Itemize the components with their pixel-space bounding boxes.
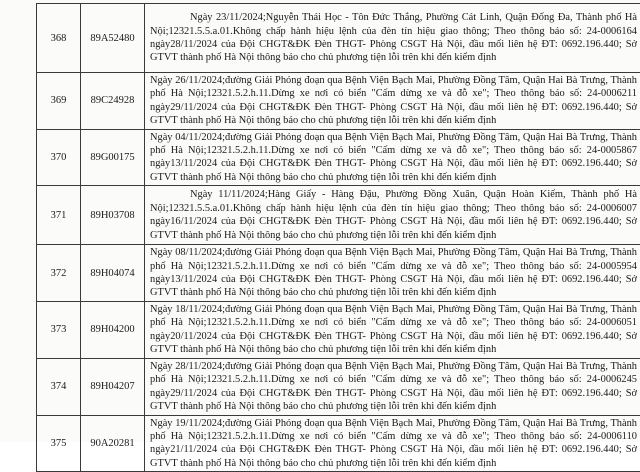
violation-text: Ngày 11/11/2024;Hàng Giấy - Hàng Đậu, Phường Đồng Xuân, Quận Hoàn Kiếm, Thành phố Hà Nội;12321.5.5.a.01.Không chấp hành hiệu lệnh của đèn tín hiệu giao thông; Theo thông báo số: 24-0006007 ngày16/11/2024 của Đội CHGT&ĐK Đèn THGT- Phòng CSGT Hà Nội, đầu mối liên hệ ĐT: 0692.196.440; Sở GTVT thành phố Hà Nội thông báo cho chủ phương tiện lỗi trên khi đến kiểm định bbox=[150, 188, 637, 242]
table-row bbox=[37, 73, 640, 130]
license-plate: 89H04074 bbox=[81, 245, 145, 302]
license-plate: 89H04200 bbox=[81, 301, 145, 358]
table-row bbox=[37, 245, 640, 302]
license-plate: 90A20281 bbox=[81, 415, 145, 472]
violation-description bbox=[145, 415, 640, 472]
violation-text: Ngày 23/11/2024;Nguyễn Thái Học - Tôn Đức Thắng, Phường Cát Linh, Quận Đống Đa, Thành phố Hà Nội;12321.5.5.a.01.Không chấp hành hiệu lệnh của đèn tín hiệu giao thông; Theo thông báo số: 24-0006164 ngày28/11/2024 của Đội CHGT&ĐK Đèn THGT- Phòng CSGT Hà Nội, đầu mối liên hệ ĐT: 0692.196.440; Sở GTVT thành phố Hà Nội thông báo cho chủ phương tiện lỗi trên khi đến kiểm định bbox=[150, 11, 637, 65]
violation-text: Ngày 19/11/2024;đường Giải Phóng đoạn qua Bệnh Viện Bạch Mai, Phường Đồng Tâm, Quận Hai Bà Trưng, Thành phố Hà Nội;12321.5.2.h.11.Dừng xe nơi có biển "Cấm dừng xe và đỗ xe"; Theo thông báo số: 24-0006110 ngày21/11/2024 của Đội CHGT&ĐK Đèn THGT- Phòng CSGT Hà Nội, đầu mối liên hệ ĐT: 0692.196.440; Sở GTVT thành phố Hà Nội thông báo cho chủ phương tiện lỗi trên khi đến kiểm định bbox=[150, 417, 637, 471]
license-plate: 89C24928 bbox=[81, 73, 145, 130]
violation-description bbox=[145, 186, 640, 245]
row-number: 373 bbox=[37, 301, 81, 358]
violations-table bbox=[36, 3, 640, 472]
table-row bbox=[37, 358, 640, 415]
violation-description bbox=[145, 301, 640, 358]
row-number: 375 bbox=[37, 415, 81, 472]
table-row bbox=[37, 415, 640, 472]
table-row bbox=[37, 4, 640, 73]
violation-description bbox=[145, 4, 640, 73]
violation-text: Ngày 04/11/2024;đường Giải Phóng đoạn qua Bệnh Viện Bạch Mai, Phường Đồng Tâm, Quận Hai Bà Trưng, Thành phố Hà Nội;12321.5.2.h.11.Dừng xe nơi có biển "Cấm dừng xe và đỗ xe"; Theo thông báo số: 24-0005867 ngày13/11/2024 của Đội CHGT&ĐK Đèn THGT- Phòng CSGT Hà Nội, đầu mối liên hệ ĐT: 0692.196.440; Sở GTVT thành phố Hà Nội thông báo cho chủ phương tiện lỗi trên khi đến kiểm định bbox=[150, 131, 637, 185]
table-row bbox=[37, 129, 640, 186]
license-plate: 89A52480 bbox=[81, 4, 145, 73]
row-number: 368 bbox=[37, 4, 81, 73]
violation-text: Ngày 28/11/2024;đường Giải Phóng đoạn qua Bệnh Viện Bạch Mai, Phường Đồng Tâm, Quận Hai Bà Trưng, Thành phố Hà Nội;12321.5.2.h.11.Dừng xe nơi có biển "Cấm dừng xe và đỗ xe"; Theo thông báo số: 24-0006245 ngày29/11/2024 của Đội CHGT&ĐK Đèn THGT- Phòng CSGT Hà Nội, đầu mối liên hệ ĐT: 0692.196.440; Sở GTVT thành phố Hà Nội thông báo cho chủ phương tiện lỗi trên khi đến kiểm định bbox=[150, 360, 637, 414]
row-number: 372 bbox=[37, 245, 81, 302]
license-plate: 89G00175 bbox=[81, 129, 145, 186]
row-number: 374 bbox=[37, 358, 81, 415]
license-plate: 89H04207 bbox=[81, 358, 145, 415]
violation-text: Ngày 08/11/2024;đường Giải Phóng đoạn qua Bệnh Viện Bạch Mai, Phường Đồng Tâm, Quận Hai Bà Trưng, Thành phố Hà Nội;12321.5.2.h.11.Dừng xe nơi có biển "Cấm dừng xe và đỗ xe"; Theo thông báo số: 24-0005954 ngày13/11/2024 của Đội CHGT&ĐK Đèn THGT- Phòng CSGT Hà Nội, đầu mối liên hệ ĐT: 0692.196.440; Sở GTVT thành phố Hà Nội thông báo cho chủ phương tiện lỗi trên khi đến kiểm định bbox=[150, 246, 637, 300]
violation-description bbox=[145, 129, 640, 186]
violation-description bbox=[145, 358, 640, 415]
violation-description bbox=[145, 73, 640, 130]
violation-description bbox=[145, 245, 640, 302]
table-row bbox=[37, 301, 640, 358]
violation-text: Ngày 26/11/2024;đường Giải Phóng đoạn qua Bệnh Viện Bạch Mai, Phường Đồng Tâm, Quận Hai Bà Trưng, Thành phố Hà Nội;12321.5.2.h.11.Dừng xe nơi có biển "Cấm dừng xe và đỗ xe"; Theo thông báo số: 24-0006211 ngày29/11/2024 của Đội CHGT&ĐK Đèn THGT- Phòng CSGT Hà Nội, đầu mối liên hệ ĐT: 0692.196.440; Sở GTVT thành phố Hà Nội thông báo cho chủ phương tiện lỗi trên khi đến kiểm định bbox=[150, 74, 637, 128]
row-number: 369 bbox=[37, 73, 81, 130]
violation-text: Ngày 18/11/2024;đường Giải Phóng đoạn qua Bệnh Viện Bạch Mai, Phường Đồng Tâm, Quận Hai Bà Trưng, Thành phố Hà Nội;12321.5.2.h.11.Dừng xe nơi có biển "Cấm dừng xe và đỗ xe"; Theo thông báo số: 24-0006051 ngày20/11/2024 của Đội CHGT&ĐK Đèn THGT- Phòng CSGT Hà Nội, đầu mối liên hệ ĐT: 0692.196.440; Sở GTVT thành phố Hà Nội thông báo cho chủ phương tiện lỗi trên khi đến kiểm định bbox=[150, 303, 637, 357]
row-number: 370 bbox=[37, 129, 81, 186]
table-row bbox=[37, 186, 640, 245]
license-plate: 89H03708 bbox=[81, 186, 145, 245]
row-number: 371 bbox=[37, 186, 81, 245]
